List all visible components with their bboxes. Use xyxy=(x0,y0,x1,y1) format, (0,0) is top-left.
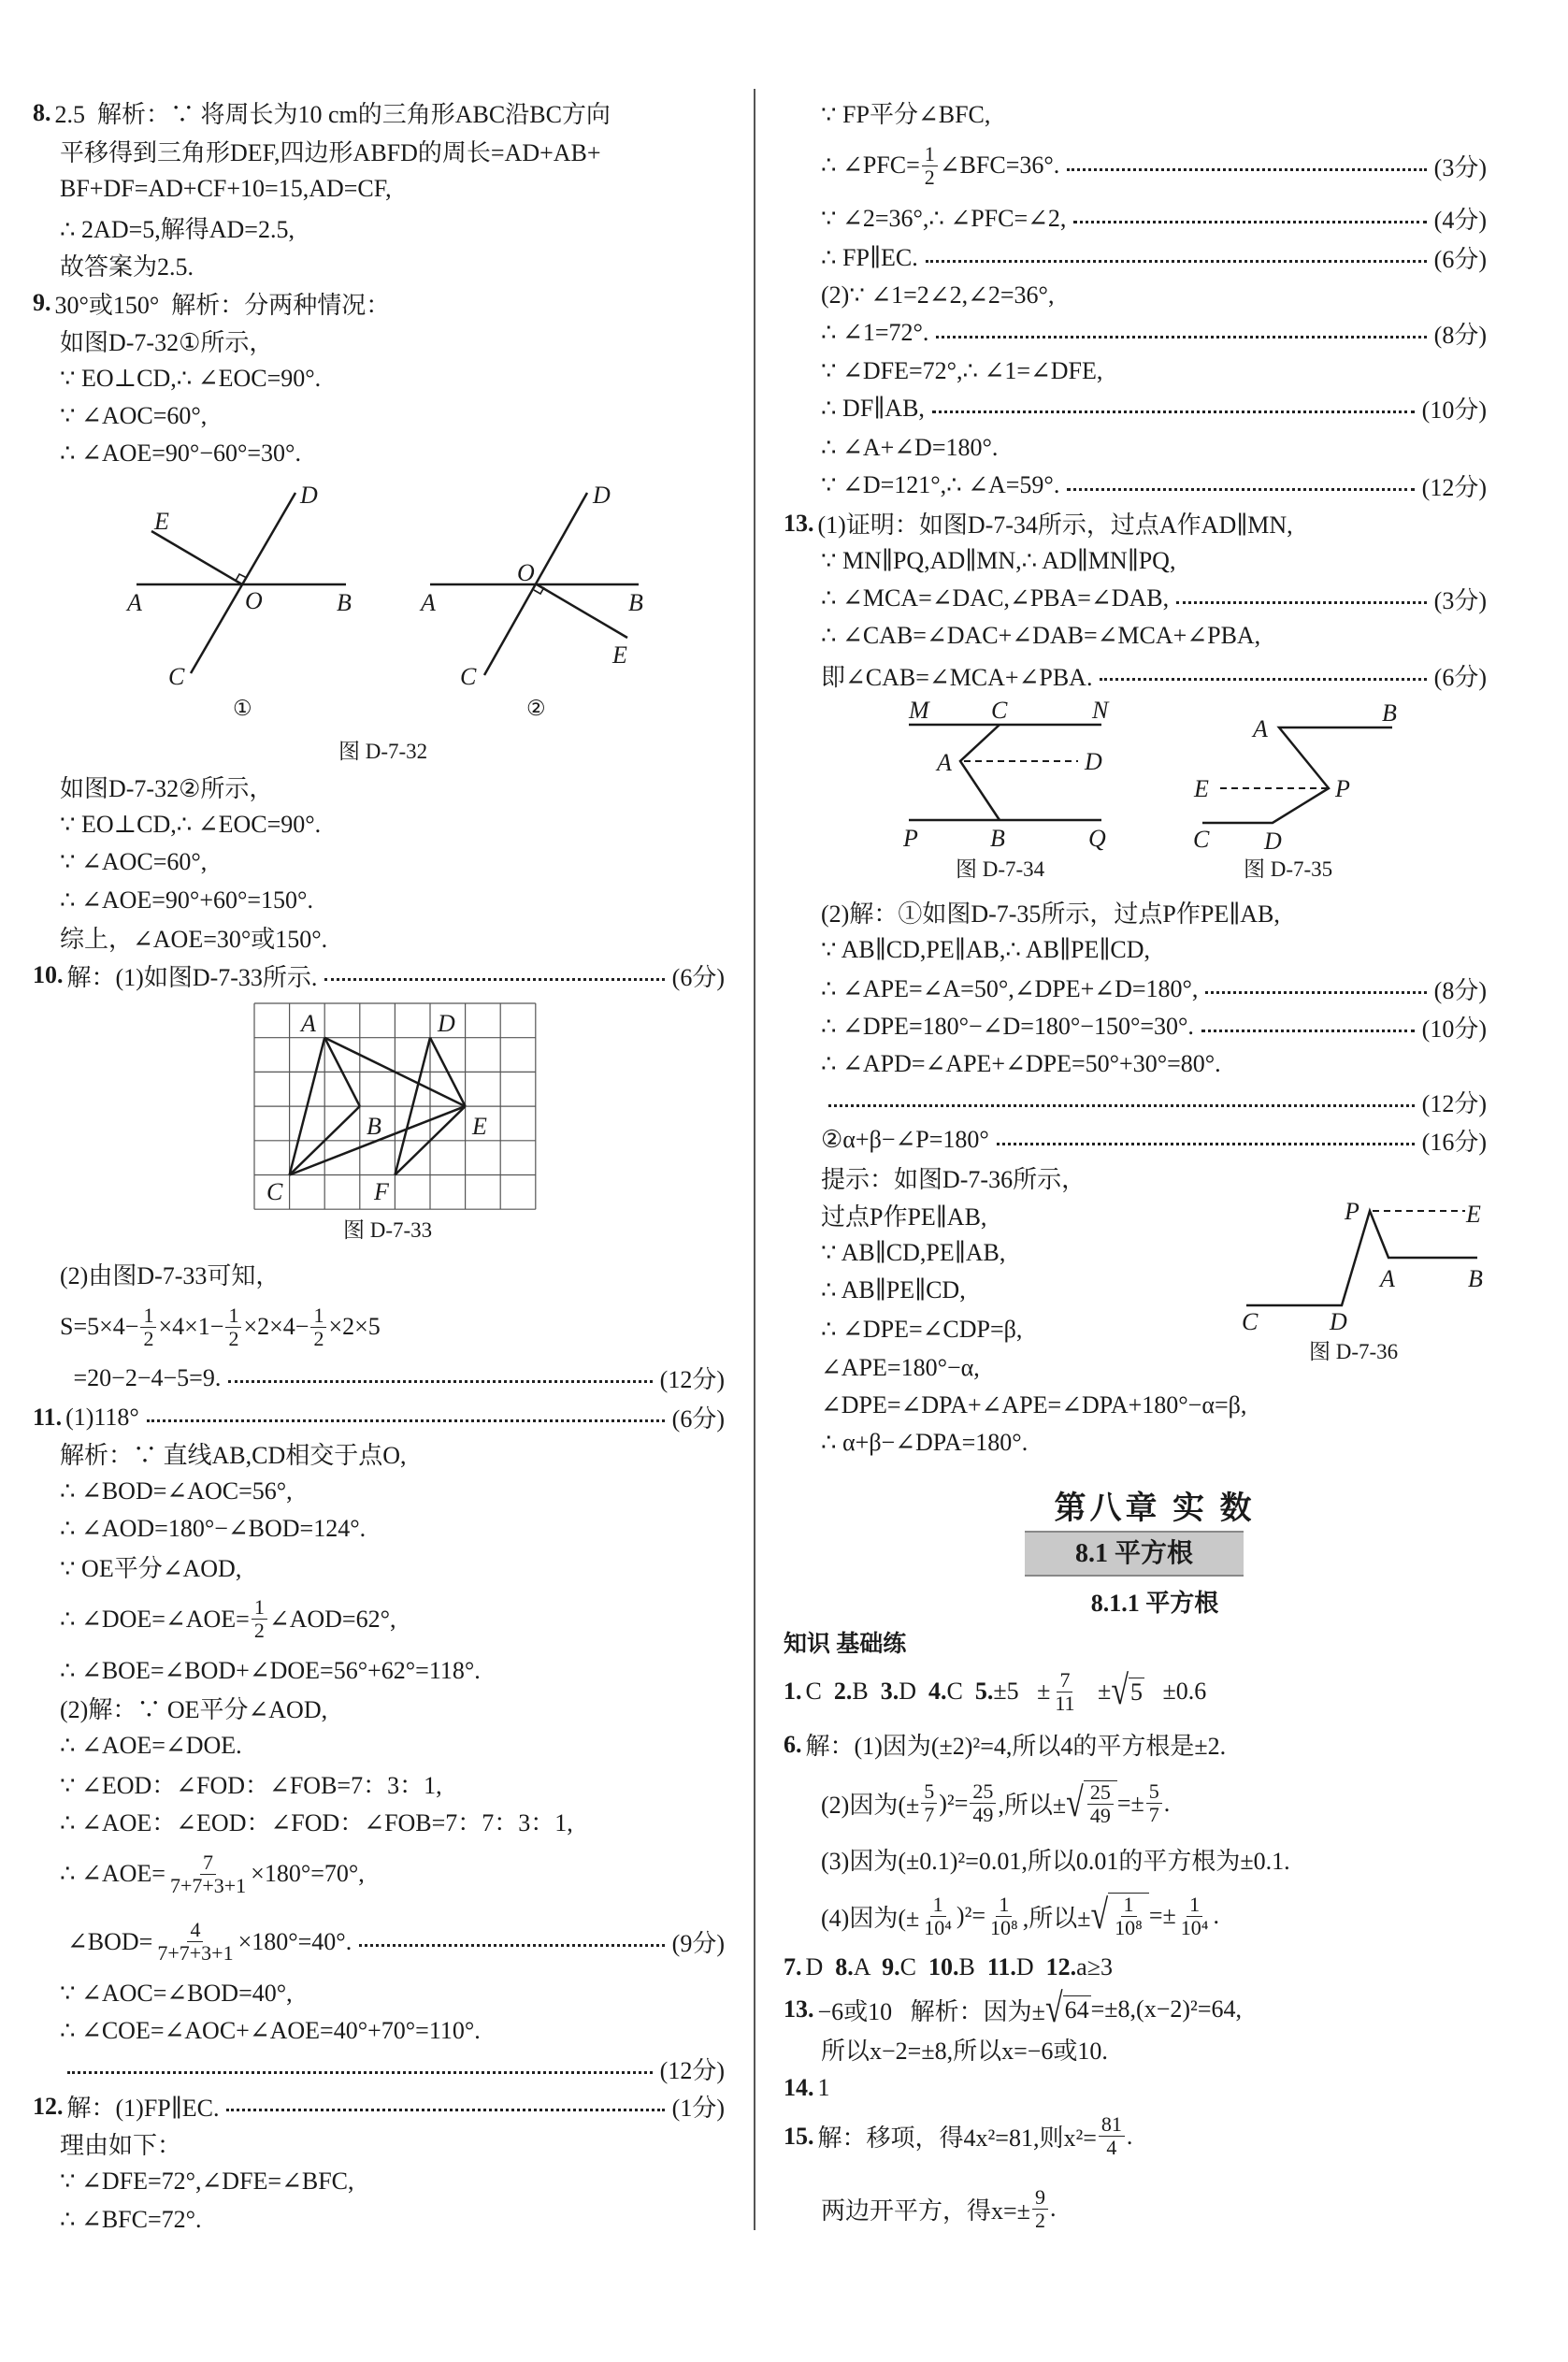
label-c: C xyxy=(1193,826,1210,853)
text-segment: =±8,(x−2)²=64, xyxy=(1090,1995,1242,2024)
item-number: 12. xyxy=(33,2092,64,2120)
item-number: 2. xyxy=(833,1678,853,1706)
figure-caption: 图 D-7-36 xyxy=(1309,1340,1399,1363)
label-a: A xyxy=(301,1010,316,1037)
exercise-label: 知识 基础练 xyxy=(784,1632,907,1657)
denominator: 10⁸ xyxy=(990,1915,1018,1939)
score-label: (6分) xyxy=(1433,663,1487,691)
score-label: (6分) xyxy=(671,1405,725,1433)
text-segment: )²= xyxy=(956,1902,986,1930)
text-segment: . xyxy=(1163,1789,1171,1817)
text-segment: 如图D-7-32①所示， xyxy=(60,328,274,356)
text-segment: ∴ ∠AOE=∠DOE. xyxy=(60,1732,242,1760)
label-c: C xyxy=(266,1178,283,1205)
text-segment: D xyxy=(1015,1953,1046,1981)
text-segment: ∵ EO⊥CD,∴ ∠EOC=90°. xyxy=(60,364,322,392)
numerator: 1 xyxy=(140,1304,156,1328)
text-segment: 解：(1)因为(±2)²=4,所以4的平方根是±2. xyxy=(805,1733,1227,1761)
figure-caption: 图 D-7-34 xyxy=(956,857,1045,881)
denominator: 49 xyxy=(1089,1803,1111,1827)
sub-figure-1-label: ① xyxy=(233,697,252,720)
denominator: 2 xyxy=(924,165,935,189)
label-a: A xyxy=(421,589,436,616)
denominator: 10⁴ xyxy=(1180,1915,1209,1939)
label-c: C xyxy=(1242,1308,1259,1335)
item-number: 8. xyxy=(835,1953,854,1981)
label-p: P xyxy=(1335,775,1350,802)
text-segment: ∴ ∠DPE=180°−∠D=180°−150°=30°. xyxy=(821,1013,1194,1041)
label-c: C xyxy=(460,663,477,690)
label-a: A xyxy=(1253,715,1268,742)
text-segment: C xyxy=(805,1678,834,1706)
text-segment: ∴ ∠AOE=90°−60°=30°. xyxy=(60,439,301,468)
label-m: M xyxy=(909,697,929,724)
text-segment: D xyxy=(899,1678,928,1706)
numerator: 1 xyxy=(930,1894,946,1917)
denominator: 49 xyxy=(972,1803,994,1827)
item-number: 3. xyxy=(880,1678,899,1706)
chapter-title: 第八章 实 数 xyxy=(1054,1491,1256,1526)
item-number: 1. xyxy=(784,1678,802,1706)
numerator: 81 xyxy=(1099,2113,1125,2137)
text-segment: 如图D-7-32②所示， xyxy=(60,775,274,803)
text-segment: ∴ 2AD=5,解得AD=2.5, xyxy=(60,215,295,243)
numerator: 1 xyxy=(922,143,938,166)
label-d: D xyxy=(1330,1308,1347,1335)
numerator: 5 xyxy=(921,1780,937,1804)
text-segment: ∵ EO⊥CD,∴ ∠EOC=90°. xyxy=(60,811,322,839)
text-segment: (1)118° xyxy=(65,1403,139,1431)
denominator: 10⁸ xyxy=(1115,1916,1143,1940)
text-segment: 5 xyxy=(1130,1678,1143,1706)
denominator: 7+7+3+1 xyxy=(157,1941,234,1966)
denominator: 2 xyxy=(313,1326,324,1350)
text-segment: ×2×4− xyxy=(243,1313,309,1340)
score-label: (12分) xyxy=(659,1366,725,1394)
text-segment: 两边开平方，得x=± xyxy=(821,2196,1030,2225)
text-segment: ±0.6 xyxy=(1144,1678,1207,1706)
text-segment: ∴ ∠CAB=∠DAC+∠DAB=∠MCA+∠PBA, xyxy=(821,622,1261,650)
score-label: (6分) xyxy=(1433,246,1487,274)
numerator: 1 xyxy=(252,1596,267,1620)
score-label: (3分) xyxy=(1433,586,1487,614)
text-segment: ×4×1− xyxy=(158,1313,224,1340)
label-b: B xyxy=(628,589,643,616)
text-segment: ∵ ∠D=121°,∴ ∠A=59°. xyxy=(821,471,1060,499)
score-label: (12分) xyxy=(1421,473,1487,501)
text-segment: 过点P作PE∥AB, xyxy=(821,1203,987,1231)
text-segment: (2)由图D-7-33可知， xyxy=(60,1262,281,1290)
text-segment: ∵ ∠AOC=60°, xyxy=(60,848,208,876)
item-number: 13. xyxy=(784,509,814,537)
numerator: 1 xyxy=(1121,1894,1137,1917)
text-segment: . xyxy=(1213,1902,1219,1930)
text-segment: (2)解：∵ OE平分∠AOD, xyxy=(60,1696,328,1724)
figure-d-7-32 xyxy=(125,482,643,763)
text-segment: 平移得到三角形DEF,四边形ABFD的周长=AD+AB+ xyxy=(60,138,601,166)
figure-d-7-33 xyxy=(254,1003,536,1242)
numerator: 1 xyxy=(1187,1894,1202,1917)
item-number: 9. xyxy=(882,1953,900,1981)
text-segment: (2)因为(± xyxy=(821,1792,920,1820)
text-segment: =20−2−4−5=9. xyxy=(67,1363,222,1391)
text-segment: ∴ α+β−∠DPA=180°. xyxy=(821,1429,1029,1457)
text-segment: ∴ ∠AOE：∠EOD：∠FOD：∠FOB=7：7：3：1, xyxy=(60,1809,573,1837)
text-segment: (4)因为(± xyxy=(821,1904,920,1932)
text-segment: (1)证明：如图D-7-34所示，过点A作AD∥MN, xyxy=(817,511,1293,540)
text-segment: ∴ FP∥EC. xyxy=(821,243,918,271)
text-segment: ∴ ∠1=72°. xyxy=(821,319,929,347)
label-p: P xyxy=(1345,1198,1359,1225)
text-segment: ∴ ∠AOE= xyxy=(60,1860,165,1888)
label-a: A xyxy=(937,749,952,776)
score-label: (12分) xyxy=(1421,1090,1487,1118)
numerator: 9 xyxy=(1032,2186,1048,2210)
figure-d-7-36 xyxy=(1242,1198,1483,1363)
text-segment: ∴ ∠A+∠D=180°. xyxy=(821,433,999,461)
text-segment: ∵ OE平分∠AOD, xyxy=(60,1554,242,1582)
text-segment: ∴ ∠BOD=∠AOC=56°, xyxy=(60,1476,293,1505)
label-e: E xyxy=(1194,775,1209,802)
text-segment: ∴ AB∥PE∥CD, xyxy=(821,1276,966,1304)
text-segment: ∴ ∠BFC=72°. xyxy=(60,2205,202,2233)
denominator: 2 xyxy=(143,1326,154,1350)
text-segment: =± xyxy=(1148,1902,1176,1930)
text-segment: A xyxy=(853,1953,883,1981)
text-segment: =± xyxy=(1116,1789,1144,1817)
numerator: 4 xyxy=(187,1919,203,1942)
text-segment: ∴ ∠PFC= xyxy=(821,151,920,180)
text-segment: ∴ ∠APE=∠A=50°,∠DPE+∠D=180°, xyxy=(821,974,1199,1002)
figure-caption: 图 D-7-33 xyxy=(343,1218,433,1242)
text-segment: . xyxy=(1126,2122,1133,2150)
text-segment: ∵ ∠AOC=60°, xyxy=(60,402,208,430)
text-segment: ∠BOD= xyxy=(67,1927,153,1955)
text-segment: ∠DPE=∠DPA+∠APE=∠DPA+180°−α=β, xyxy=(821,1390,1247,1419)
score-label: (6分) xyxy=(671,963,725,991)
text-segment: ,所以± xyxy=(1022,1904,1091,1932)
numerator: 25 xyxy=(1087,1781,1114,1805)
text-segment: ∴ ∠AOE=90°+60°=150°. xyxy=(60,886,313,914)
score-label: (8分) xyxy=(1433,977,1487,1005)
text-segment: D xyxy=(805,1953,836,1981)
denominator: 2 xyxy=(228,1326,239,1350)
label-e: E xyxy=(612,641,627,669)
item-number: 4. xyxy=(928,1678,947,1706)
text-segment: 解析：∵ 直线AB,CD相交于点O, xyxy=(60,1441,407,1469)
text-segment: C xyxy=(946,1678,975,1706)
score-label: (12分) xyxy=(659,2056,725,2084)
text-segment: C xyxy=(899,1953,928,1981)
text-segment: ,所以± xyxy=(998,1792,1067,1820)
text-segment: . xyxy=(1049,2195,1057,2223)
label-a: A xyxy=(1380,1265,1395,1292)
label-f: F xyxy=(374,1178,389,1205)
text-segment: ∴ ∠DPE=∠CDP=β, xyxy=(821,1316,1023,1344)
figure-d-7-35 xyxy=(1193,699,1397,881)
label-c: C xyxy=(168,663,185,690)
figure-d-7-34 xyxy=(902,697,1110,881)
numerator: 25 xyxy=(970,1780,996,1804)
label-n: N xyxy=(1092,697,1109,724)
denominator: 7 xyxy=(1148,1803,1159,1827)
text-segment: ∴ ∠BOE=∠BOD+∠DOE=56°+62°=118°. xyxy=(60,1656,481,1684)
radical-sign-icon: √ xyxy=(1066,1779,1084,1825)
radical-sign-icon: √ xyxy=(1090,1893,1109,1938)
label-q: Q xyxy=(1088,825,1106,852)
text-segment: (3)因为(±0.1)²=0.01,所以0.01的平方根为±0.1. xyxy=(821,1847,1290,1875)
sub-figure-2-label: ② xyxy=(526,697,546,720)
text-segment: S=5×4− xyxy=(60,1313,139,1340)
label-d: D xyxy=(300,482,318,509)
denominator: 11 xyxy=(1055,1691,1075,1715)
text-segment: ∵ ∠2=36°,∴ ∠PFC=∠2, xyxy=(821,204,1067,232)
text-segment: (2)∵ ∠1=2∠2,∠2=36°, xyxy=(821,281,1055,310)
label-b: B xyxy=(367,1113,381,1140)
numerator: 7 xyxy=(200,1851,216,1875)
text-segment: 解：(1)FP∥EC. xyxy=(66,2095,220,2123)
text-segment: )²= xyxy=(939,1789,969,1817)
item-number: 11. xyxy=(33,1403,63,1431)
text-segment: B xyxy=(958,1953,987,1981)
radical-sign-icon: √ xyxy=(1111,1668,1129,1714)
denominator: 2 xyxy=(253,1619,265,1643)
text-segment: BF+DF=AD+CF+10=15,AD=CF, xyxy=(60,174,392,202)
label-e: E xyxy=(154,508,169,535)
text-segment: a≥3 xyxy=(1076,1953,1113,1981)
text-segment: ±5 ± xyxy=(993,1678,1051,1706)
label-p: P xyxy=(903,825,918,852)
denominator: 2 xyxy=(1034,2208,1045,2232)
label-b: B xyxy=(337,589,352,616)
item-number: 7. xyxy=(784,1953,802,1981)
item-number: 8. xyxy=(33,98,51,126)
score-label: (4分) xyxy=(1433,207,1487,235)
text-segment: ∠BFC=36°. xyxy=(939,151,1060,180)
text-segment: ∴ ∠AOD=180°−∠BOD=124°. xyxy=(60,1515,367,1543)
text-segment: ± xyxy=(1079,1678,1112,1706)
text-segment: ∵ AB∥CD,PE∥AB,∴ AB∥PE∥CD, xyxy=(821,935,1151,963)
text-segment: ∴ DF∥AB, xyxy=(821,394,925,422)
item-number: 14. xyxy=(784,2074,814,2102)
text-segment: ∵ MN∥PQ,AD∥MN,∴ AD∥MN∥PQ, xyxy=(821,546,1176,574)
denominator: 4 xyxy=(1106,2136,1117,2160)
score-label: (10分) xyxy=(1421,396,1487,425)
item-number: 10. xyxy=(33,961,64,989)
text-segment: ∵ FP平分∠BFC, xyxy=(821,101,991,129)
text-segment: ∠AOD=62°, xyxy=(268,1605,396,1633)
denominator: 10⁴ xyxy=(924,1915,952,1939)
score-label: (8分) xyxy=(1433,321,1487,349)
label-c: C xyxy=(991,697,1008,724)
label-o: O xyxy=(245,587,263,614)
text-segment: B xyxy=(852,1678,881,1706)
text-segment: (2)解：①如图D-7-35所示，过点P作PE∥AB, xyxy=(821,900,1280,929)
radical-sign-icon: √ xyxy=(1044,1986,1063,2032)
text-segment: 综上，∠AOE=30°或150°. xyxy=(60,926,328,954)
label-b: B xyxy=(990,825,1005,852)
label-d: D xyxy=(1264,828,1282,855)
text-segment: ∴ ∠MCA=∠DAC,∠PBA=∠DAB, xyxy=(821,584,1170,612)
text-segment: ∴ ∠DOE=∠AOE= xyxy=(60,1605,250,1633)
score-label: (3分) xyxy=(1433,153,1487,181)
text-segment: ∵ ∠EOD：∠FOD：∠FOB=7：3：1, xyxy=(60,1772,442,1800)
numerator: 1 xyxy=(996,1894,1012,1917)
label-d: D xyxy=(593,482,611,509)
denominator: 7 xyxy=(924,1803,935,1827)
text-segment: 即∠CAB=∠MCA+∠PBA. xyxy=(821,663,1093,691)
label-b: B xyxy=(1468,1265,1483,1292)
text-segment: 30°或150° 解析：分两种情况： xyxy=(54,291,391,319)
text-segment: ∠APE=180°−α, xyxy=(821,1353,980,1381)
text-segment: ×180°=40°. xyxy=(237,1927,352,1955)
item-number: 10. xyxy=(928,1953,959,1981)
score-label: (9分) xyxy=(671,1930,725,1958)
section-title: 8.1 平方根 xyxy=(1025,1531,1244,1577)
item-number: 5. xyxy=(974,1678,994,1706)
label-e: E xyxy=(472,1113,487,1140)
score-label: (10分) xyxy=(1421,1015,1487,1043)
text-segment: ②α+β−∠P=180° xyxy=(821,1126,989,1154)
text-segment: 故答案为2.5. xyxy=(60,253,194,281)
denominator: 7+7+3+1 xyxy=(169,1873,247,1897)
item-number: 15. xyxy=(784,2122,814,2150)
text-segment: ∵ ∠DFE=72°,∴ ∠1=∠DFE, xyxy=(821,356,1103,384)
text-segment: ∴ ∠COE=∠AOC+∠AOE=40°+70°=110°. xyxy=(60,2017,481,2045)
text-segment: 解：(1)如图D-7-33所示. xyxy=(66,963,318,991)
figure-caption: 图 D-7-35 xyxy=(1244,857,1333,881)
label-o: O xyxy=(517,559,535,586)
item-number: 9. xyxy=(33,289,51,317)
subsection-title: 8.1.1 平方根 xyxy=(1090,1590,1219,1617)
text-segment: −6或10 解析：因为± xyxy=(817,1997,1045,2025)
numerator: 7 xyxy=(1057,1669,1072,1692)
text-segment: 提示：如图D-7-36所示， xyxy=(821,1165,1086,1193)
score-label: (16分) xyxy=(1421,1128,1487,1156)
numerator: 1 xyxy=(225,1304,241,1328)
item-number: 12. xyxy=(1045,1953,1077,1981)
text-segment: ×2×5 xyxy=(328,1313,381,1340)
text-segment: 2.5 解析：∵ 将周长为10 cm的三角形ABC沿BC方向 xyxy=(54,101,611,129)
text-segment: 64 xyxy=(1064,1995,1089,2024)
text-segment: ∴ ∠APD=∠APE+∠DPE=50°+30°=80°. xyxy=(821,1050,1221,1078)
figure-caption: 图 D-7-32 xyxy=(338,740,428,763)
text-segment: ∵ ∠DFE=72°,∠DFE=∠BFC, xyxy=(60,2168,354,2196)
text-segment: ∵ AB∥CD,PE∥AB, xyxy=(821,1238,1006,1266)
item-number: 13. xyxy=(784,1995,814,2024)
text-segment: ×180°=70°, xyxy=(251,1860,365,1888)
item-number: 11. xyxy=(986,1953,1016,1981)
text-segment: 理由如下： xyxy=(60,2132,182,2160)
text-segment: 所以x−2=±8,所以x=−6或10. xyxy=(821,2037,1108,2065)
label-b: B xyxy=(1382,699,1397,727)
numerator: 1 xyxy=(310,1304,326,1328)
numerator: 5 xyxy=(1146,1780,1162,1804)
label-d: D xyxy=(1085,748,1102,775)
score-label: (1分) xyxy=(671,2095,725,2123)
label-e: E xyxy=(1466,1201,1481,1228)
label-d: D xyxy=(438,1010,455,1037)
text-segment: 1 xyxy=(817,2074,830,2102)
text-segment: 解：移项，得4x²=81,则x²= xyxy=(817,2124,1097,2153)
label-a: A xyxy=(127,589,142,616)
text-segment: ∵ ∠AOC=∠BOD=40°, xyxy=(60,1979,293,2007)
item-number: 6. xyxy=(784,1730,802,1758)
